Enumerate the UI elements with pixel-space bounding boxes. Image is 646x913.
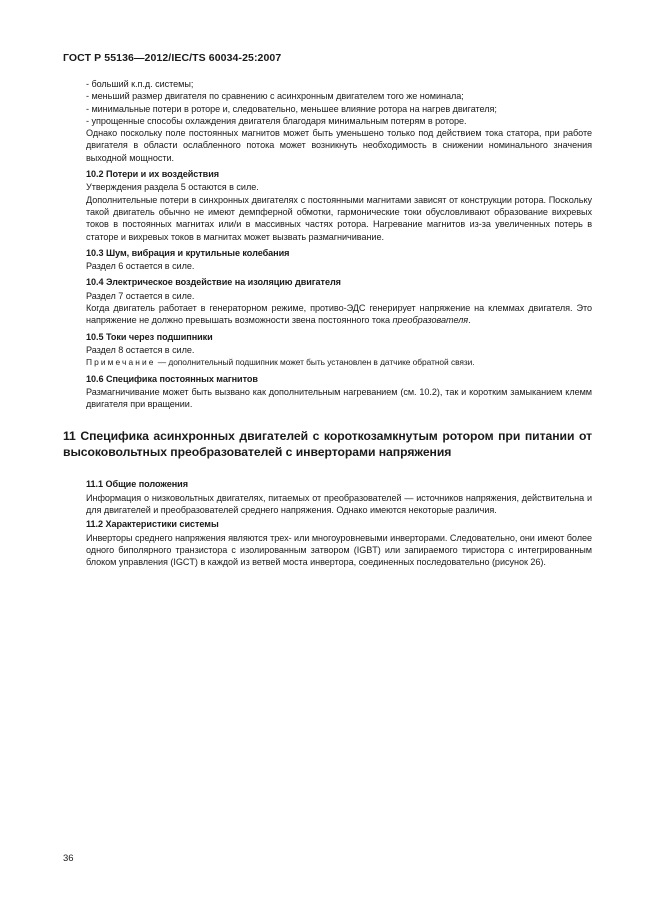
list-item: - минимальные потери в роторе и, следовательно, меньшее влияние ротора на нагрев двигателя; <box>86 103 497 114</box>
paragraph: Размагничивание может быть вызвано как дополнительным нагреванием (см. 10.2), так и коротким замыканием клемм двигателя при вращении. <box>86 386 592 410</box>
paragraph: Информация о низковольтных двигателях, питаемых от преобразователей — источников напряжения, действительна и для двигателей и преобразователей среднего напряжения. Однако имеются некоторые различия. <box>86 492 592 516</box>
section-heading-11-1: 11.1 Общие положения <box>86 479 188 490</box>
paragraph: Утверждения раздела 5 остаются в силе. <box>86 182 259 193</box>
section-heading-10-4: 10.4 Электрическое воздействие на изоляцию двигателя <box>86 277 341 288</box>
page-number: 36 <box>63 853 74 864</box>
paragraph-text: Когда двигатель работает в генераторном режиме, противо-ЭДС генерирует напряжение на клеммах двигателя. Это напряжение не должно превышать возможности звена постоянного тока <box>86 303 592 326</box>
section-heading-11: 11 Специфика асинхронных двигателей с короткозамкнутым ротором при питании от высоковольтных преобразователей с инверторами напряжения <box>63 429 592 460</box>
paragraph <box>86 127 592 164</box>
note-text: — дополнительный подшипник может быть установлен в датчике обратной связи. <box>155 357 475 368</box>
document-body <box>63 78 592 569</box>
document-header: ГОСТ Р 55136—2012/IEC/TS 60034-25:2007 <box>63 52 282 64</box>
list-item: - упрощенные способы охлаждения двигателя благодаря минимальным потерям в роторе. <box>86 115 467 126</box>
list-item: - меньший размер двигателя по сравнению с асинхронным двигателем того же номинала; <box>86 91 464 102</box>
paragraph <box>86 302 592 327</box>
paragraph: Раздел 8 остается в силе. <box>86 344 195 355</box>
paragraph-text: Однако поскольку поле постоянных магнитов может быть уменьшено только под действием тока статора, при работе двигателя в области ослабленного потока может возникнуть необходимость в снижении номинального значения выходной мощности. <box>86 128 592 163</box>
paragraph: Раздел 7 остается в силе. <box>86 290 195 301</box>
paragraph: Инверторы среднего напряжения являются трех- или многоуровневыми инверторами. Следовательно, они имеют более одного биполярного транзистора с изолированным затвором (IGBT) или запираемого тиристора с интегрированным блоком управления (IGCT) в каждой из ветвей моста инвертора, соединенных последовательно (рисунок 26). <box>86 532 592 568</box>
section-heading-10-2: 10.2 Потери и их воздействия <box>86 169 220 180</box>
section-heading-10-5: 10.5 Токи через подшипники <box>86 331 213 342</box>
section-heading-11-2: 11.2 Характеристики системы <box>86 519 219 530</box>
note <box>86 356 592 368</box>
italic-term: преобразователя <box>392 315 469 326</box>
note-label: Примечание <box>86 357 156 368</box>
section-heading-10-6: 10.6 Специфика постоянных магнитов <box>86 373 258 384</box>
paragraph: Раздел 6 остается в силе. <box>86 261 195 272</box>
paragraph-end: . <box>468 315 471 326</box>
paragraph: Дополнительные потери в синхронных двигателях с постоянными магнитами зависят от конструкции ротора. Поскольку такой двигатель обычно не имеют демпферной обмотки, гармонические токи обусловливают образование вихревых токов в постоянных магнитах или/и в массивных частях ротора. Нагревание магнитов из-за увеличенных потерь в статоре и вихревых токов в магнитах может вызвать размагничивание. <box>86 194 592 242</box>
section-heading-10-3: 10.3 Шум, вибрация и крутильные колебания <box>86 247 290 258</box>
list-item: - больший к.п.д. системы; <box>86 79 194 89</box>
